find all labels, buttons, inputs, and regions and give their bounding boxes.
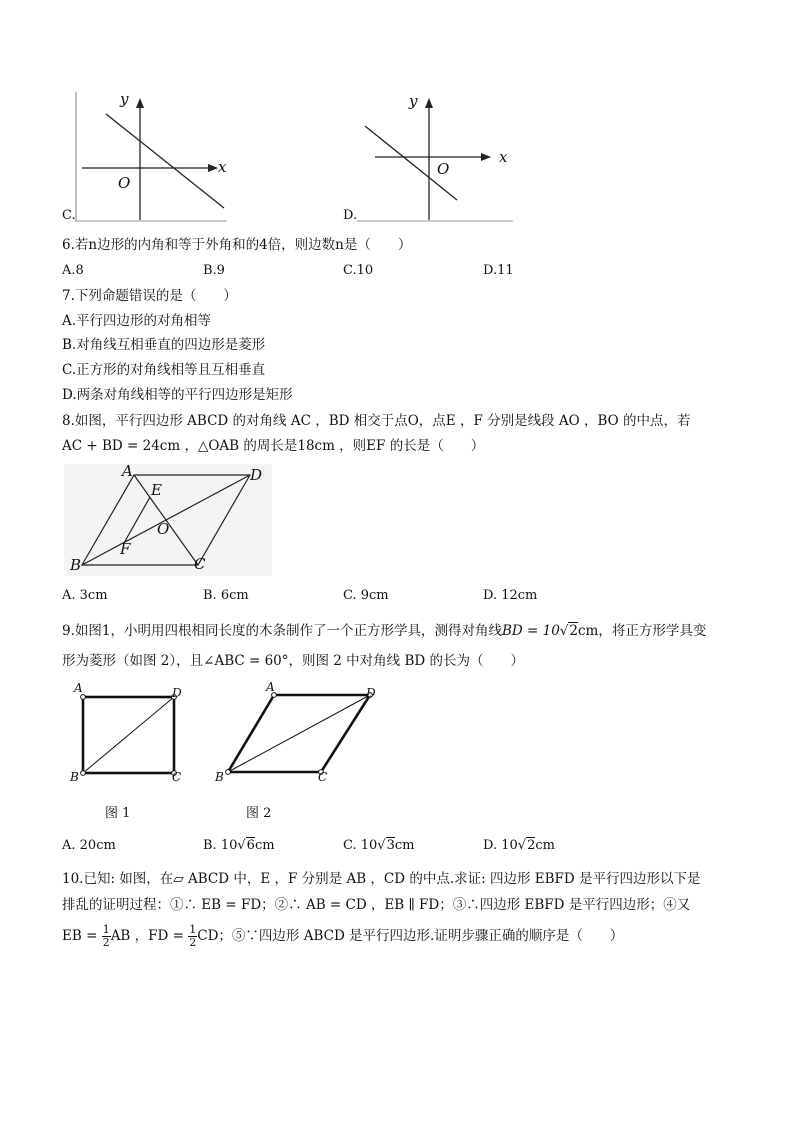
q9-fig1-label-c: C (172, 770, 182, 784)
q10-fraction-2 (188, 924, 197, 949)
q10-line3-b: AB ，FD = (110, 928, 184, 944)
graph-c-origin-label: O (118, 174, 131, 192)
graph-d-x-arrow-icon (481, 153, 491, 161)
q8-label-a: A (122, 462, 133, 480)
q10-fraction-2-num: 1 (189, 923, 197, 936)
q10-text-line2: 排乱的证明过程：①∴ EB = FD；②∴ AB = CD ，EB ∥ FD；③∴四边形 EBFD 是平行四边形；④又 (62, 897, 691, 913)
q6-text: 6.若n边形的内角和等于外角和的4倍，则边数n是（ ） (62, 237, 412, 253)
q9-option-a-text: A. 20cm (62, 838, 116, 853)
q9-text-line1-a: 9.如图1，小明用四根相同长度的木条制作了一个正方形学具，测得对角线 (62, 623, 502, 639)
graph-d (343, 90, 518, 230)
q10-fraction-1 (102, 924, 111, 949)
q10-fraction-1-num: 1 (102, 923, 110, 936)
q8-label-f: F (120, 540, 131, 558)
graph-d-origin-label: O (437, 160, 450, 178)
q9-fig1-joint-a (81, 695, 86, 700)
q8-option-a: A. 3cm (62, 588, 108, 603)
q10-fraction-1-den: 2 (102, 936, 110, 949)
q8-label-b: B (70, 556, 82, 574)
graph-d-x-label: x (499, 148, 508, 166)
graph-d-option-label: D. (343, 208, 358, 223)
q9-fig2-label-a: A (266, 680, 275, 694)
q9-option-d-sqrt-icon: √ (517, 838, 527, 853)
q9-fig2-joint-b (226, 770, 231, 775)
q10-text-line3 (62, 922, 623, 950)
q9-fig2-label-c: C (318, 770, 328, 784)
q9-option-c (343, 837, 414, 855)
q9-text-line1 (62, 622, 706, 640)
graph-c (62, 90, 232, 230)
q9-fig1-joint-b (81, 771, 86, 776)
graph-c-x-arrow-icon (208, 164, 218, 172)
q9-fig1-label-d: D (172, 686, 182, 700)
q10-line3-a: EB = (62, 928, 98, 944)
q8-label-d: D (250, 466, 263, 484)
q9-option-d-pre: D. 10 (483, 838, 518, 853)
q9-option-b-pre: B. 10 (203, 838, 238, 853)
q9-fig2-caption: 图 2 (246, 806, 272, 821)
graph-c-y-arrow-icon (136, 98, 144, 108)
q10-line3-c: CD；⑤∵四边形 ABCD 是平行四边形.证明步骤正确的顺序是（ ） (197, 928, 624, 944)
q8-text-line2: AC + BD = 24cm ，△OAB 的周长是18cm ，则EF 的长是（ ） (62, 438, 485, 454)
q8-option-c: C. 9cm (343, 588, 389, 603)
q9-text-line1-b: BD = 10 (501, 623, 560, 639)
q9-option-d-post: cm (535, 838, 555, 853)
q10-text-line1: 10.已知: 如图，在▱ ABCD 中，E ，F 分别是 AB ，CD 的中点.求证: 四边形 EBFD 是平行四边形以下是 (62, 871, 701, 887)
graph-c-x-label: x (218, 158, 227, 176)
q9-fig1-label-b: B (70, 770, 79, 784)
q9-sqrt-icon: √ (559, 623, 569, 639)
q7-option-d: D.两条对角线相等的平行四边形是矩形 (62, 387, 293, 403)
q8-option-b: B. 6cm (203, 588, 249, 603)
q9-option-a (62, 837, 116, 855)
q9-text-line1-rad: 2 (569, 623, 578, 639)
q9-option-c-pre: C. 10 (343, 838, 378, 853)
q9-option-b-sqrt-icon: √ (237, 838, 246, 853)
graph-c-svg (62, 90, 232, 230)
q9-option-c-post: cm (394, 838, 415, 853)
q9-figure2 (210, 680, 380, 790)
q9-option-b (203, 837, 275, 855)
q8-label-c: C (194, 555, 206, 573)
q9-fig2-diagonal (228, 695, 370, 772)
graph-d-y-arrow-icon (425, 98, 433, 108)
q8-figure (64, 464, 272, 576)
q7-option-c: C.正方形的对角线相等且互相垂直 (62, 362, 266, 378)
q9-option-c-rad: 3 (386, 838, 395, 853)
graph-c-y-label: y (120, 90, 129, 108)
graph-d-y-label: y (409, 92, 418, 110)
q9-option-b-post: cm (254, 838, 275, 853)
q6-option-c: C.10 (343, 263, 374, 278)
q8-label-o: O (157, 520, 170, 538)
q6-option-a: A.8 (62, 263, 84, 278)
q9-text-line2: 形为菱形（如图 2），且∠ABC = 60°，则图 2 中对角线 BD 的长为（ ） (62, 653, 525, 669)
q9-option-b-rad: 6 (246, 838, 255, 853)
q9-figure1 (64, 680, 194, 790)
graph-d-svg (343, 90, 518, 230)
q9-fig1-label-a: A (74, 681, 83, 695)
q9-text-line1-c: cm，将正方形学具变 (578, 623, 707, 639)
q9-option-c-sqrt-icon: √ (377, 838, 386, 853)
q9-fig1-diagonal (83, 697, 174, 773)
q8-option-d: D. 12cm (483, 588, 538, 603)
q7-option-b: B.对角线互相垂直的四边形是菱形 (62, 337, 266, 353)
q6-option-b: B.9 (203, 263, 225, 278)
q9-fig2-label-b: B (215, 770, 224, 784)
q6-option-d: D.11 (483, 263, 514, 278)
q10-fraction-2-den: 2 (189, 936, 197, 949)
q7-text: 7.下列命题错误的是（ ） (62, 288, 237, 304)
q9-fig2-label-d: D (366, 686, 376, 700)
q8-label-e: E (151, 481, 162, 499)
graph-c-line (106, 114, 227, 208)
q9-option-d (483, 837, 555, 855)
graph-c-option-label: C. (62, 208, 76, 223)
q7-option-a: A.平行四边形的对角相等 (62, 313, 212, 329)
q8-text-line1: 8.如图，平行四边形 ABCD 的对角线 AC ，BD 相交于点O，点E ，F 分别是线段 AO ，BO 的中点，若 (62, 413, 691, 429)
q9-fig1-caption: 图 1 (105, 806, 131, 821)
q9-figure2-svg (210, 680, 380, 790)
q9-option-d-rad: 2 (527, 838, 536, 853)
